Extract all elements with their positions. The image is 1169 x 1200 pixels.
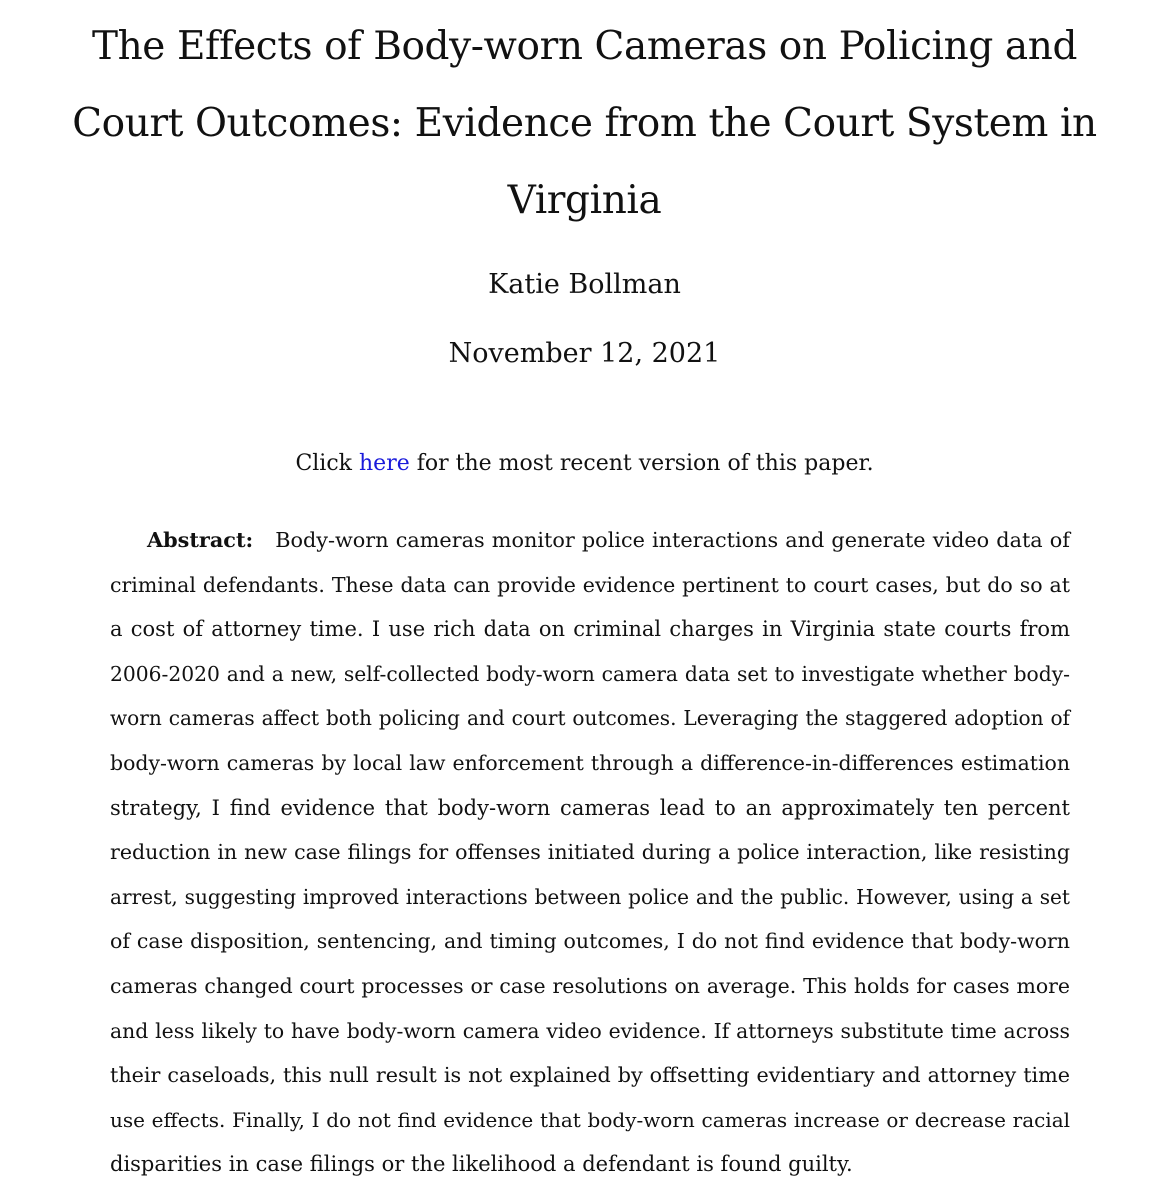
abstract-line bbox=[110, 518, 1070, 563]
paper-title bbox=[60, 8, 1109, 239]
abstract-line: a cost of attorney time. I use rich data on criminal charges in Virginia state courts from bbox=[110, 617, 1070, 642]
abstract-line: criminal defendants. These data can provide evidence pertinent to court cases, but do so at bbox=[110, 572, 1070, 597]
abstract-line: and less likely to have body-worn camera video evidence. If attorneys substitute time across bbox=[110, 1018, 1070, 1043]
abstract-line: cameras changed court processes or case resolutions on average. This holds for cases more bbox=[110, 973, 1070, 998]
abstract-line: their caseloads, this null result is not explained by offsetting evidentiary and attorney time bbox=[110, 1063, 1070, 1088]
abstract-line: reduction in new case filings for offenses initiated during a police interaction, like resisting bbox=[110, 840, 1070, 865]
abstract bbox=[110, 518, 1070, 1187]
abstract-label: Abstract: bbox=[147, 527, 254, 552]
abstract-line: disparities in case filings or the likelihood a defendant is found guilty. bbox=[110, 1152, 853, 1177]
abstract-line: use effects. Finally, I do not find evidence that body-worn cameras increase or decrease racial bbox=[110, 1107, 1070, 1132]
abstract-line: of case disposition, sentencing, and timing outcomes, I do not find evidence that body-worn bbox=[110, 929, 1070, 954]
abstract-line-text: Body-worn cameras monitor police interactions and generate video data of bbox=[275, 528, 1070, 552]
abstract-line: body-worn cameras by local law enforcement through a difference-in-differences estimation bbox=[110, 750, 1070, 775]
recent-version-link[interactable]: here bbox=[359, 451, 410, 476]
recent-note-prefix: Click bbox=[295, 451, 359, 476]
abstract-line: worn cameras affect both policing and court outcomes. Leveraging the staggered adoption of bbox=[110, 706, 1070, 731]
author-name: Katie Bollman bbox=[488, 269, 681, 300]
recent-note-suffix: for the most recent version of this paper. bbox=[409, 451, 874, 476]
abstract-line: 2006-2020 and a new, self-collected body-worn camera data set to investigate whether body- bbox=[110, 661, 1070, 686]
title-line: Virginia bbox=[507, 178, 662, 223]
title-line: Court Outcomes: Evidence from the Court System in bbox=[72, 101, 1097, 146]
abstract-line: arrest, suggesting improved interactions between police and the public. However, using a set bbox=[110, 884, 1070, 909]
title-line: The Effects of Body-worn Cameras on Policing and bbox=[91, 24, 1078, 69]
publication-date: November 12, 2021 bbox=[448, 338, 721, 369]
abstract-line: strategy, I find evidence that body-worn cameras lead to an approximately ten percent bbox=[110, 795, 1070, 820]
recent-version-note bbox=[0, 446, 1169, 482]
